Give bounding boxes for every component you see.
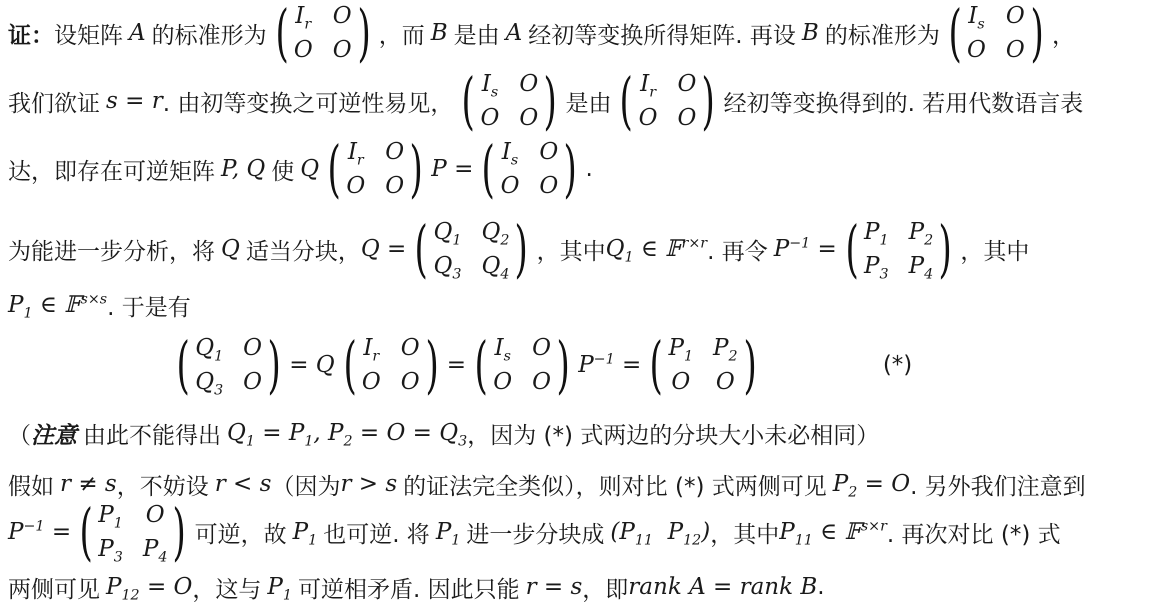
matrix-Q-blocks: ( $Q_1$ $Q_2$ $Q_3$ $Q_4$ ) — [414, 212, 529, 285]
paragraph-line-8 — [8, 558, 825, 616]
text: 假如 — [8, 473, 54, 500]
text: 经初等变换得到的. 若用代数语言表 — [723, 90, 1084, 117]
matrix-Is-O: ( $I_s$ O O O ) — [474, 328, 570, 401]
paragraph-line-7 — [8, 495, 1061, 568]
matrix-Ir-O: ( $I_r$ O O O ) — [327, 132, 423, 205]
math-Pinv-eq: $P^{-1}$ = — [8, 518, 72, 545]
paragraph-line-4 — [8, 212, 1030, 285]
text: 我们欲证 — [8, 90, 100, 117]
text: 由此不能得出 — [83, 422, 221, 449]
proof-label: 证： — [8, 22, 54, 49]
text: ， — [1051, 22, 1075, 49]
text: 可逆，故 — [194, 521, 287, 548]
math-A: A — [505, 20, 523, 46]
math-P1: $P_1$ — [267, 574, 292, 604]
display-equation — [168, 328, 913, 401]
text: 可逆相矛盾. 因此只能 — [297, 576, 520, 603]
text: . — [817, 574, 825, 600]
math-PQ: P, Q — [221, 156, 266, 182]
matrix-Ir-O: ( $I_r$ O O O ) — [275, 0, 371, 69]
paragraph-line-5 — [8, 276, 191, 334]
note-line — [8, 404, 879, 462]
text: . 再令 — [707, 238, 768, 265]
math-Pinv-eq: $P^{-1}$ = — [578, 351, 642, 378]
text: 的证法完全类似），则对比 (*) 式两侧可见 — [403, 473, 827, 500]
text: . 由初等变换之可逆性易见， — [162, 90, 454, 117]
math-Pinv-eq: $P^{-1}$ = — [773, 235, 837, 262]
math-r-eq-s: r = s — [525, 574, 583, 600]
math-r-lt-s: r < s — [214, 471, 272, 497]
matrix-P1-P2-O-O: ( $P_1$ $P_2$ O O ) — [649, 328, 757, 401]
note-open-paren: （ — [8, 422, 31, 449]
text: 的标准形为 — [151, 22, 267, 49]
math-B: B — [430, 20, 448, 46]
text: 为能进一步分析，将 — [8, 238, 215, 265]
math-r-neq-s: r ≠ s — [60, 471, 117, 497]
text: 使 — [271, 158, 295, 185]
matrix-P1-O-P3-P4: ( $P_1$ O $P_3$ $P_4$ ) — [79, 495, 187, 568]
math-rank-eq: rank A = rank B — [628, 574, 818, 600]
paragraph-line-1 — [8, 0, 1075, 69]
text: ，因为 (*) 式两边的分块大小未必相同） — [467, 422, 880, 449]
math-P11-P12-block: ($P_{11}$ $P_{12}$) — [610, 519, 711, 549]
math-B: B — [801, 20, 819, 46]
text: ，而 — [378, 22, 425, 49]
math-Q-eq: Q = — [360, 236, 407, 262]
text: . 于是有 — [107, 294, 191, 321]
text: ，这与 — [192, 576, 262, 603]
text: 设矩阵 — [54, 22, 123, 49]
paragraph-line-3 — [8, 132, 593, 205]
matrix-Ir-O: ( $I_r$ O O O ) — [343, 328, 439, 401]
math-P2-eq-O: $P_2 = O$ — [832, 471, 911, 501]
math-P1: $P_1$ — [435, 519, 461, 549]
text: （因为 — [271, 473, 341, 500]
text: 是由 — [453, 22, 500, 49]
text: 进一步分块成 — [466, 521, 605, 548]
text: . 另外我们注意到 — [910, 473, 1086, 500]
text: 也可逆. 将 — [323, 521, 430, 548]
text: ，其中 — [960, 238, 1030, 265]
matrix-Is-O: ( $I_s$ O O O ) — [948, 0, 1044, 69]
text: ，其中 — [710, 521, 780, 548]
math-Q: Q — [300, 156, 320, 182]
text: 两侧可见 — [8, 576, 100, 603]
text: . 再次对比 (*) 式 — [886, 521, 1061, 548]
math-Q1-in-F: $Q_1$ ∈ 𝔽$^{r\times r}$ — [605, 235, 708, 266]
math-eq: = — [446, 352, 467, 378]
text: 经初等变换所得矩阵. 再设 — [528, 22, 796, 49]
text: ，其中 — [536, 238, 606, 265]
math-eq-Q: = Q — [289, 352, 335, 378]
math-P12-eq-O: $P_{12} = O$ — [106, 574, 193, 604]
math-P1: $P_1$ — [292, 519, 318, 549]
text: 适当分块， — [245, 238, 361, 265]
matrix-Ir-O: ( $I_r$ O O O ) — [619, 64, 716, 137]
text: ，不妨设 — [116, 473, 209, 500]
text: 是由 — [565, 90, 612, 117]
matrix-P-blocks: ( $P_1$ $P_2$ $P_3$ $P_4$ ) — [845, 212, 952, 285]
math-r-gt-s: r > s — [340, 471, 398, 497]
math-s-eq-r: s = r — [106, 88, 163, 114]
matrix-Q1-O-Q3-O: ( $Q_1$ O $Q_3$ O ) — [176, 328, 281, 401]
matrix-Is-O: ( $I_s$ O O O ) — [481, 132, 578, 205]
paragraph-line-2 — [8, 64, 1084, 137]
matrix-Is-O: ( $I_s$ O O O ) — [461, 64, 558, 137]
math-P1-in-F: $P_1$ ∈ 𝔽$^{s\times s}$ — [8, 291, 108, 322]
math-P11-in-F: $P_{11}$ ∈ 𝔽$^{s\times r}$ — [779, 518, 887, 549]
math-A: A — [129, 20, 146, 46]
text: ，即 — [582, 576, 629, 603]
equation-tag: (*) — [882, 352, 913, 378]
math-note-expr: $Q_1 = P_1$, $P_2 = O = Q_3$ — [227, 420, 468, 450]
note-label: 注意 — [31, 422, 77, 449]
math-Q: Q — [221, 236, 240, 262]
text: 的标准形为 — [824, 22, 940, 49]
text: . — [585, 156, 593, 182]
text: 达，即存在可逆矩阵 — [8, 158, 215, 185]
math-P-eq: P = — [431, 156, 474, 182]
